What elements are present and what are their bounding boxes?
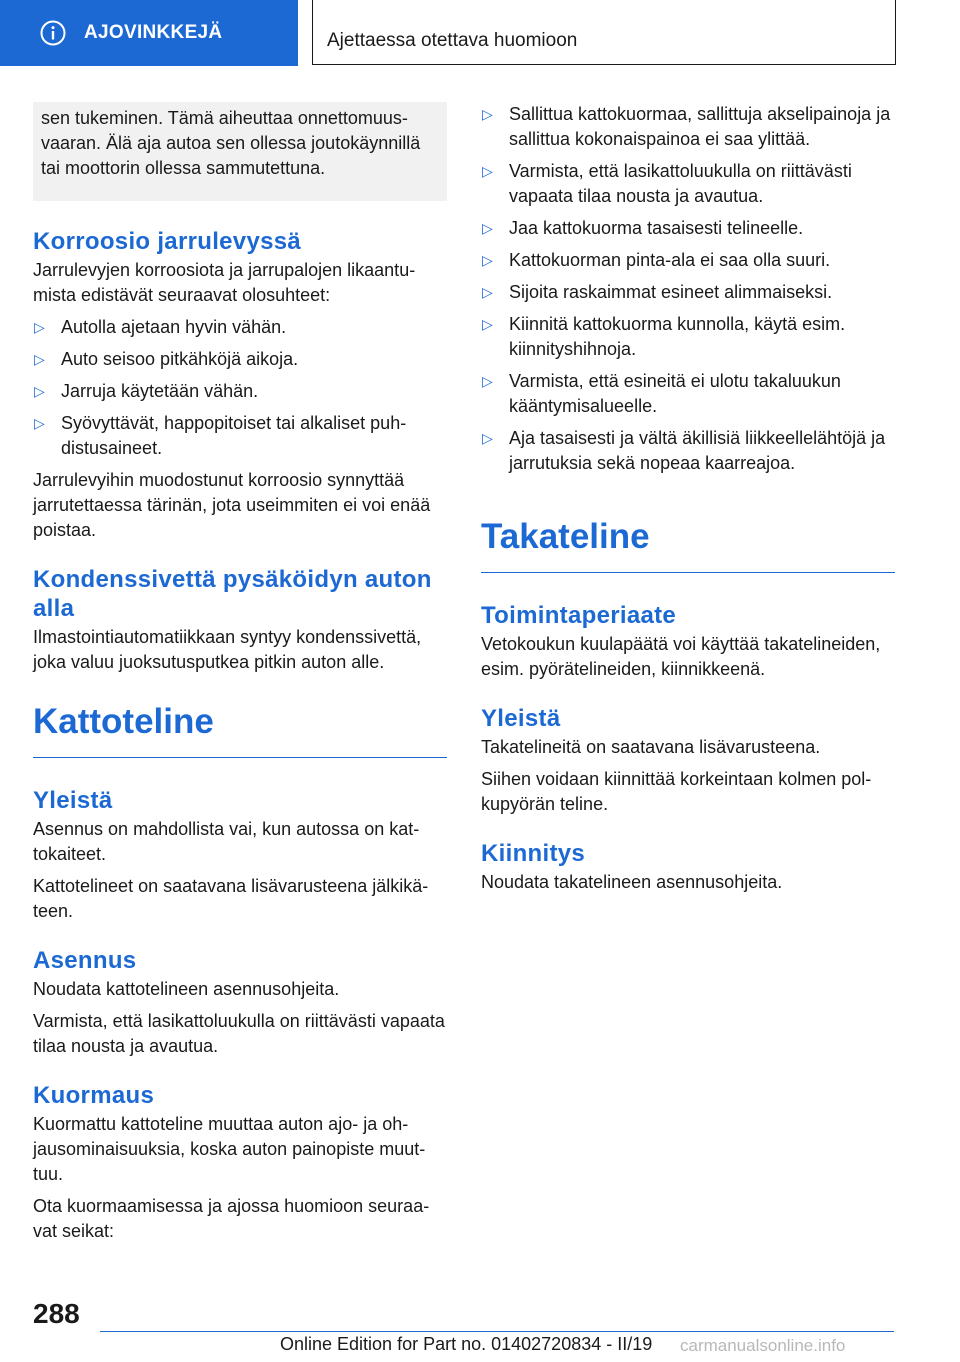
chapter-title-box (312, 0, 896, 65)
triangle-bullet-icon: ▷ (482, 220, 493, 236)
list-item: ▷ Syövyttävät, happopitoiset tai alkaliset puhdistusaineet. (34, 413, 407, 458)
list-item: ▷ Jaa kattokuorma tasaisesti telineelle. (481, 216, 895, 241)
list-item: ▷ Varmista, että esineitä ei ulotu takaluukun kääntymisalueelle. (482, 371, 841, 416)
list-item: ▷ Kiinnitä kattokuorma kunnolla, käytä esim. kiinnityshihnoja. (482, 314, 846, 359)
load-p2: Ota kuormaamisessa ja ajossa huomioon seuraavat seikat: (33, 1196, 430, 1241)
install-p2: Varmista, että lasikattoluukulla on riittävästi vapaata tilaa nousta ja avautua. (33, 1011, 445, 1056)
load-p1: Kuormattu kattoteline muuttaa auton ajo- ja ohjausominaisuuksia, koska auton painopiste muuttuu. (33, 1114, 426, 1184)
watermark: carmanualsonline.info (680, 1336, 846, 1355)
triangle-bullet-icon: ▷ (482, 106, 493, 122)
roof-general-heading: Yleistä (33, 787, 113, 814)
triangle-bullet-icon: ▷ (482, 316, 493, 332)
chapter-title: Ajettaessa otettava huomioon (327, 30, 578, 51)
triangle-bullet-icon: ▷ (482, 163, 493, 179)
list-item: ▷ Sallittua kattokuormaa, sallittuja akselipainoja ja sallittua kokonaispainoa ei saa ylittää. (482, 104, 891, 149)
load-list (481, 102, 895, 476)
roof-rack-title-wrap (33, 701, 447, 758)
roof-rack-title: Kattoteline (33, 702, 214, 741)
triangle-bullet-icon: ▷ (482, 284, 493, 300)
triangle-bullet-icon: ▷ (34, 415, 45, 431)
triangle-bullet-icon: ▷ (482, 252, 493, 268)
corrosion-heading: Korroosio jarrulevyssä (33, 228, 302, 255)
list-item: ▷ Auto seisoo pitkähköjä aikoja. (33, 347, 447, 372)
principle-heading: Toimintaperiaate (481, 602, 677, 629)
condensation-text: Ilmastointiautomatiikkaan syntyy kondenssivettä, joka valuu juoksutusputkea pitkin auton alle. (33, 627, 422, 672)
rear-general-heading: Yleistä (481, 705, 561, 732)
mount-text: Noudata takatelineen asennusohjeita. (481, 872, 783, 892)
section-tab (0, 0, 298, 66)
section-label: AJOVINKKEJÄ (84, 22, 223, 43)
install-heading: Asennus (33, 947, 137, 974)
triangle-bullet-icon: ▷ (34, 319, 45, 335)
list-item: ▷ Jarruja käytetään vähän. (33, 379, 447, 404)
list-item: ▷ Kattokuorman pinta-ala ei saa olla suuri. (481, 248, 895, 273)
list-item: ▷ Aja tasaisesti ja vältä äkillisiä liikkeellelähtöjä ja jarrutuksia sekä nopeaa kaarreajoa. (482, 428, 886, 473)
triangle-bullet-icon: ▷ (482, 430, 493, 446)
corrosion-outro: Jarrulevyihin muodostunut korroosio synnyttää jarrutettaessa tärinän, jota useimmiten ei voi enää poistaa. (33, 470, 431, 540)
page-number: 288 (33, 1298, 80, 1329)
rear-rack-title-wrap (481, 516, 895, 573)
principle-text: Vetokoukun kuulapäätä voi käyttää takatelineiden, esim. pyörätelineiden, kiinnikkeenä. (481, 634, 881, 679)
list-item: ▷ Autolla ajetaan hyvin vähän. (33, 315, 447, 340)
list-item: ▷ Varmista, että lasikattoluukulla on riittävästi vapaata tilaa nousta ja avautua. (482, 161, 852, 206)
footer-divider (100, 1331, 894, 1332)
triangle-bullet-icon: ▷ (482, 373, 493, 389)
install-p1: Noudata kattotelineen asennusohjeita. (33, 979, 340, 999)
corrosion-list (33, 315, 447, 461)
condensation-heading: Kondenssivettä pysäköidyn auton alla (33, 566, 432, 622)
corrosion-intro: Jarrulevyjen korroosiota ja jarrupalojen likaantumista edistävät seuraavat olosuhteet: (33, 260, 416, 305)
rear-general-p2: Siihen voidaan kiinnittää korkeintaan kolmen polkupyörän teline. (481, 769, 872, 814)
roof-general-p2: Kattotelineet on saatavana lisävarusteena jälkikäteen. (33, 876, 429, 921)
roof-general-p1: Asennus on mahdollista vai, kun autossa on kattokaiteet. (33, 819, 420, 864)
rear-general-p1: Takatelineitä on saatavana lisävarusteena. (481, 737, 821, 757)
note-text: sen tukeminen. Tämä aiheuttaa onnettomuusvaaran. Älä aja autoa sen ollessa joutokäynnillä tai moottorin ollessa sammutettuna. (41, 108, 421, 178)
load-heading: Kuormaus (33, 1082, 155, 1109)
rear-rack-title: Takateline (481, 517, 650, 556)
warning-note (33, 102, 447, 201)
edition-text: Online Edition for Part no. 01402720834 - II/19 (280, 1334, 653, 1354)
info-icon (40, 20, 66, 46)
triangle-bullet-icon: ▷ (34, 383, 45, 399)
list-item: ▷ Sijoita raskaimmat esineet alimmaiseksi. (481, 280, 895, 305)
mount-heading: Kiinnitys (481, 840, 586, 867)
triangle-bullet-icon: ▷ (34, 351, 45, 367)
right-column (481, 102, 895, 902)
left-column (33, 102, 447, 1251)
